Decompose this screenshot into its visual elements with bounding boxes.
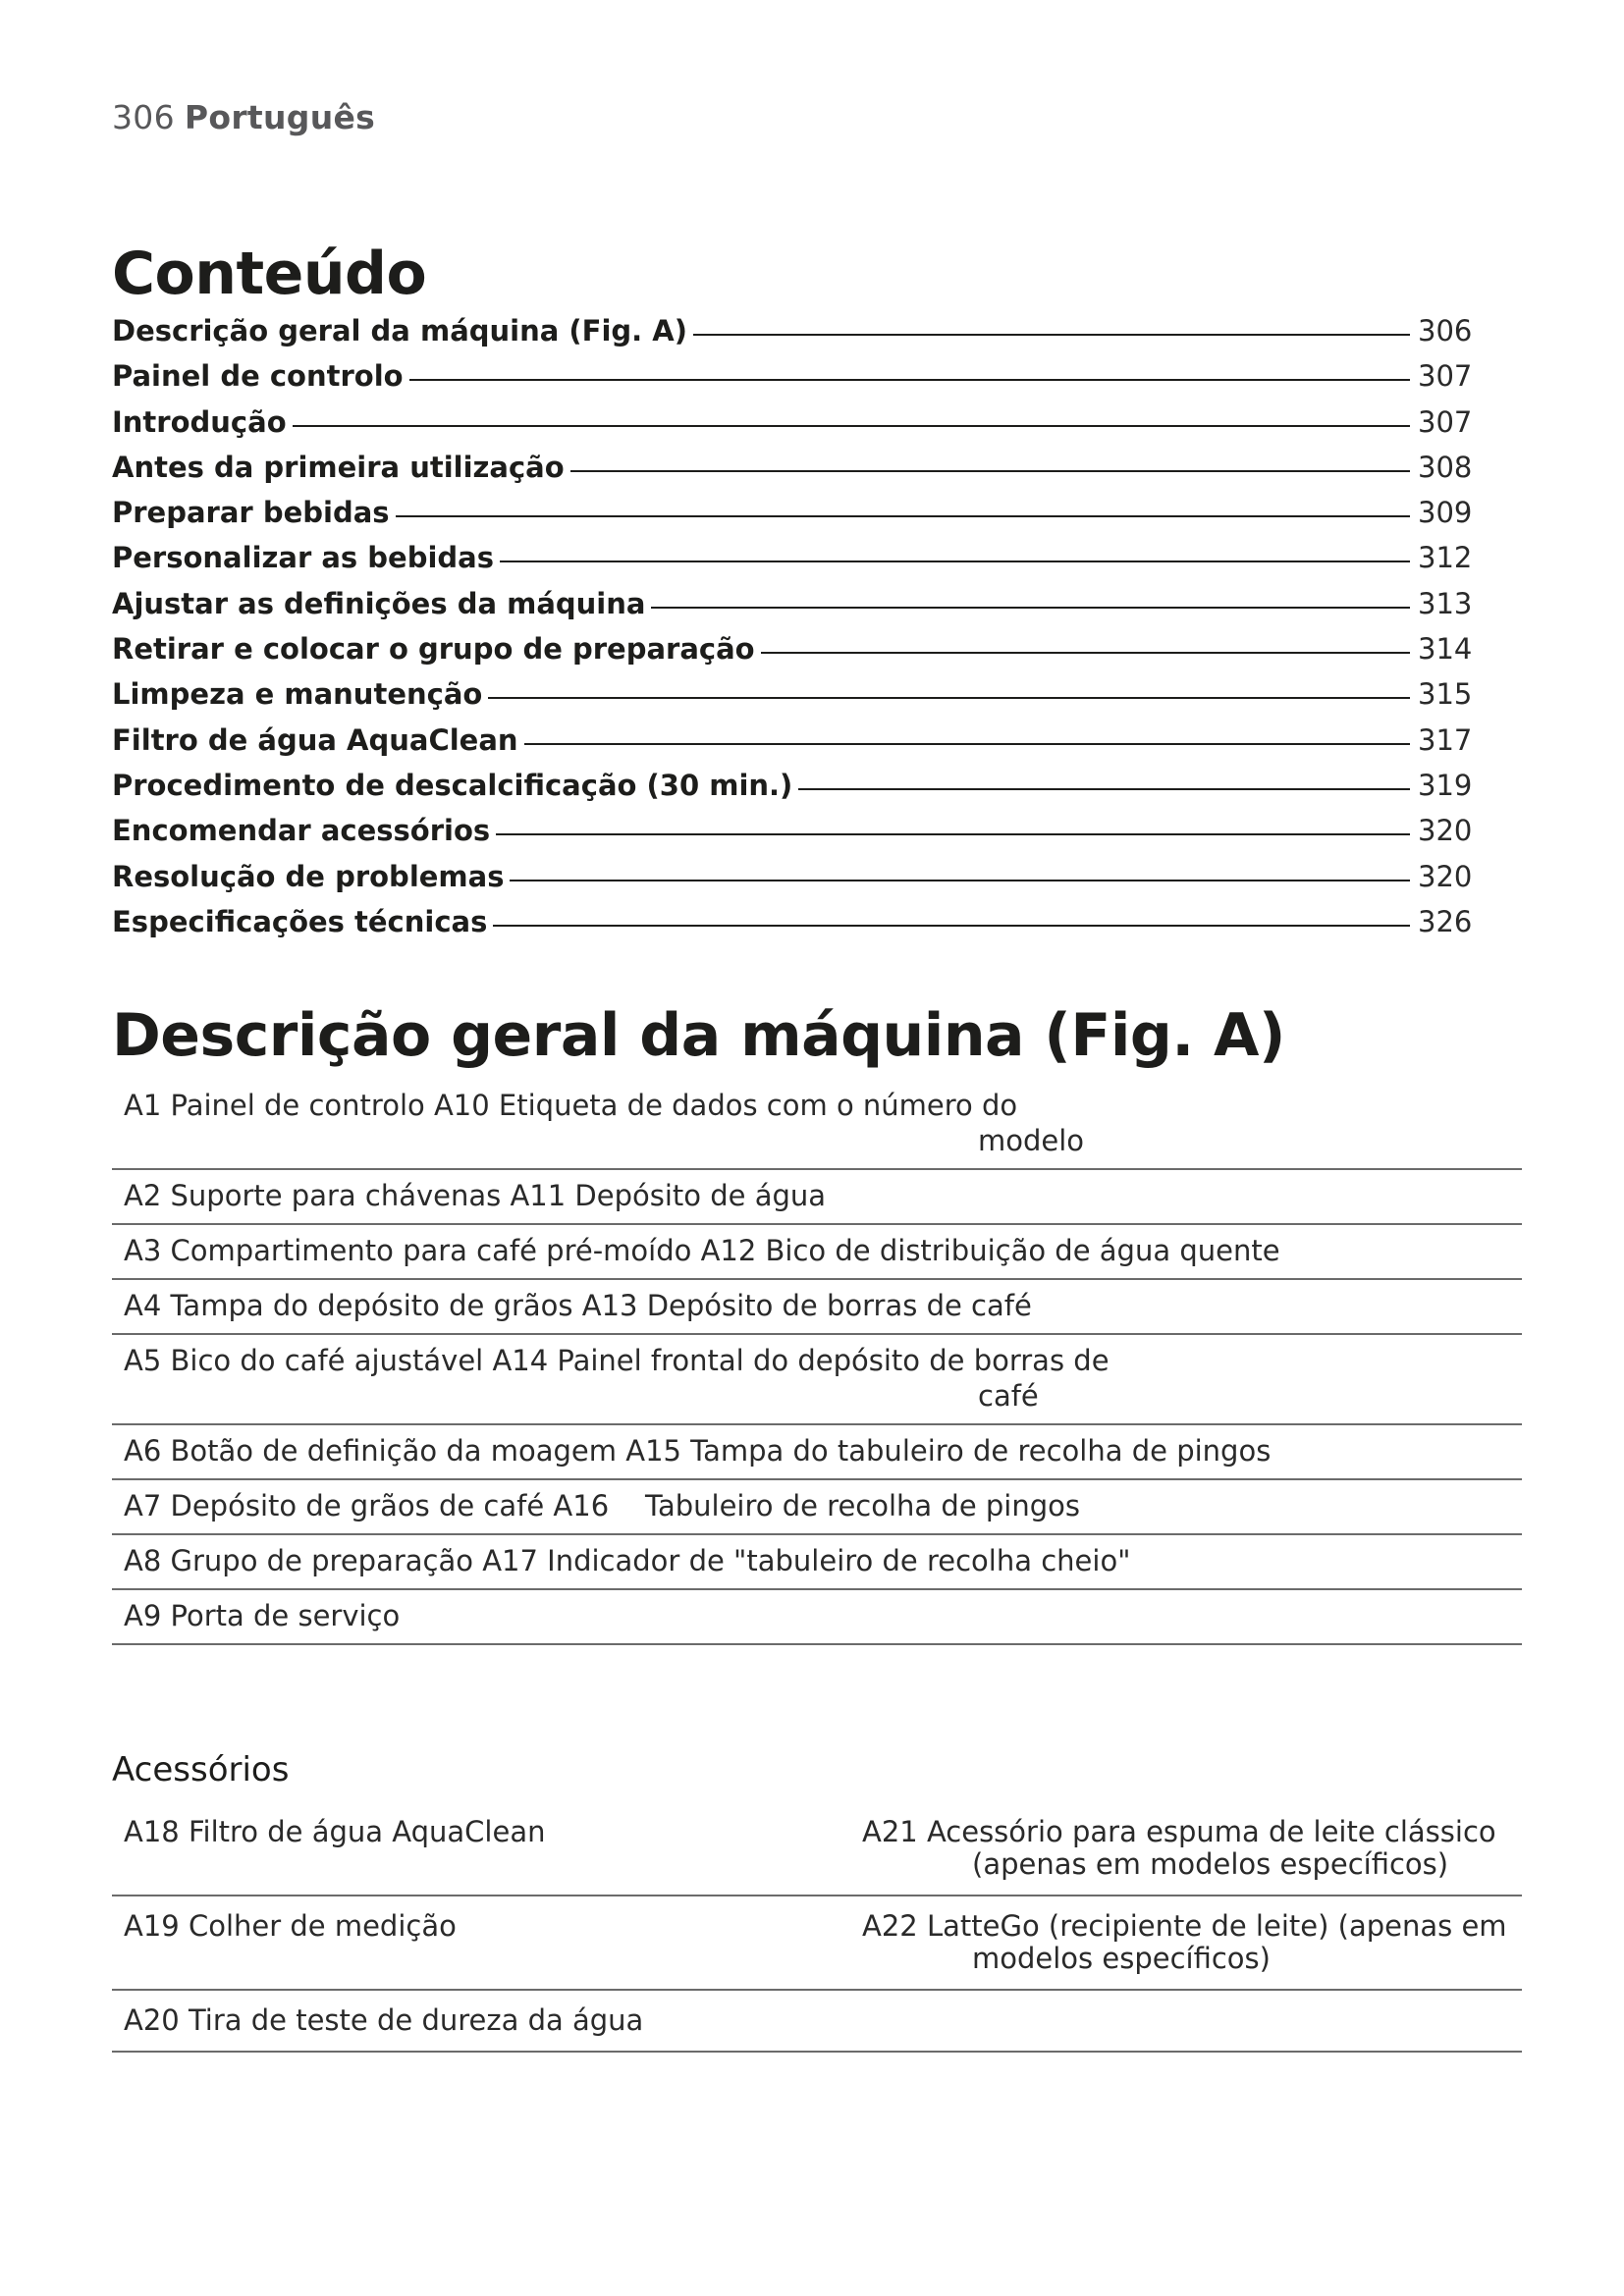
toc-entry-label: Introdução: [112, 404, 287, 439]
accessory-left: A18 Filtro de água AquaClean: [124, 1815, 546, 1848]
toc-entry-label: Painel de controlo: [112, 359, 404, 394]
part-row: [112, 1480, 1522, 1535]
toc-entry[interactable]: [112, 905, 1477, 950]
toc-entry-page: 317: [1418, 722, 1473, 757]
part-text: A2 Suporte para chávenas A11 Depósito de água: [124, 1179, 827, 1212]
part-text: A8 Grupo de preparação A17 Indicador de "tabuleiro de recolha cheio": [124, 1544, 1131, 1577]
toc-entry[interactable]: [112, 314, 1477, 359]
part-row: [112, 1170, 1522, 1225]
part-text: A3 Compartimento para café pré-moído A12 Bico de distribuição de água quente: [124, 1234, 1280, 1267]
toc-entry-label: Ajustar as definições da máquina: [112, 586, 646, 620]
toc-leader: [570, 470, 1410, 472]
toc-entry[interactable]: [112, 769, 1477, 814]
toc-entry-label: Limpeza e manutenção: [112, 677, 483, 712]
toc-entry-page: 315: [1418, 677, 1473, 712]
toc-entry-page: 309: [1418, 496, 1473, 530]
toc-leader: [761, 652, 1410, 654]
part-row: [112, 1280, 1522, 1335]
toc-entry-page: 307: [1418, 404, 1473, 439]
toc-leader: [524, 743, 1410, 745]
toc-entry[interactable]: [112, 405, 1477, 451]
toc-leader: [488, 697, 1410, 699]
part-text: A5 Bico do café ajustável A14 Painel frontal do depósito de borras de: [124, 1344, 1110, 1377]
toc-entry-page: 320: [1418, 859, 1473, 893]
toc-entry[interactable]: [112, 723, 1477, 769]
toc-leader: [651, 607, 1410, 609]
toc-entry[interactable]: [112, 814, 1477, 859]
part-row: [112, 1590, 1522, 1645]
toc-leader: [409, 379, 1410, 381]
accessory-right-text: A22 LatteGo (recipiente de leite) (apenas em: [862, 1909, 1507, 1943]
toc-leader: [510, 880, 1410, 881]
toc-entry-page: 307: [1418, 359, 1473, 394]
page-header: [112, 98, 375, 136]
toc-entry-label: Filtro de água AquaClean: [112, 722, 518, 757]
toc-leader: [396, 515, 1410, 517]
toc-entry-label: Personalizar as bebidas: [112, 541, 494, 575]
toc-entry-label: Resolução de problemas: [112, 859, 505, 893]
parts-list: [112, 1080, 1522, 1645]
toc-leader: [496, 833, 1410, 835]
accessories-title: Acessórios: [112, 1750, 290, 1789]
toc-entry-label: Antes da primeira utilização: [112, 450, 565, 484]
page-number: 306: [112, 98, 175, 136]
toc-entry-label: Preparar bebidas: [112, 496, 390, 530]
part-row: [112, 1425, 1522, 1480]
toc-entry[interactable]: [112, 860, 1477, 905]
part-text: A4 Tampa do depósito de grãos A13 Depósito de borras de café: [124, 1289, 1032, 1322]
part-text: A6 Botão de definição da moagem A15 Tampa do tabuleiro de recolha de pingos: [124, 1434, 1272, 1468]
accessory-right-continued: modelos específicos): [972, 1942, 1271, 1975]
accessory-left: A19 Colher de medição: [124, 1909, 457, 1943]
accessory-right: [862, 1910, 1510, 1975]
accessory-row: [112, 1896, 1522, 1991]
overview-title: Descrição geral da máquina (Fig. A): [112, 1001, 1285, 1070]
toc-leader: [493, 925, 1410, 927]
toc-entry-page: 319: [1418, 768, 1473, 802]
accessory-right-text: A21 Acessório para espuma de leite clássico: [862, 1815, 1496, 1848]
part-text: A7 Depósito de grãos de café A16 Tabuleiro de recolha de pingos: [124, 1489, 1080, 1522]
toc-entry-page: 312: [1418, 541, 1473, 575]
accessory-row: [112, 1802, 1522, 1896]
part-row: [112, 1080, 1522, 1170]
toc-entry[interactable]: [112, 359, 1477, 404]
accessory-row: [112, 1991, 1522, 2053]
accessory-left: A20 Tira de teste de dureza da água: [124, 2003, 644, 2037]
toc-entry[interactable]: [112, 541, 1477, 586]
toc-entry-page: 314: [1418, 632, 1473, 667]
accessory-right: [862, 2004, 1510, 2037]
accessory-right: [862, 1816, 1510, 1881]
toc-entry-label: Encomendar acessórios: [112, 814, 491, 848]
toc-entry-label: Procedimento de descalcificação (30 min.): [112, 768, 793, 802]
part-row: [112, 1335, 1522, 1425]
toc-leader: [693, 334, 1410, 336]
toc-entry[interactable]: [112, 451, 1477, 496]
part-text: A9 Porta de serviço: [124, 1599, 401, 1632]
part-row: [112, 1535, 1522, 1590]
toc-entry-page: 306: [1418, 314, 1473, 347]
part-text-continued: modelo: [978, 1124, 1085, 1157]
toc-entry[interactable]: [112, 632, 1477, 677]
part-text-continued: café: [978, 1379, 1039, 1413]
toc-entry-page: 326: [1418, 904, 1473, 938]
toc-title: Conteúdo: [112, 240, 427, 308]
part-row: [112, 1225, 1522, 1280]
part-text: A1 Painel de controlo A10 Etiqueta de dados com o número do: [124, 1089, 1018, 1122]
toc-entry-page: 308: [1418, 450, 1473, 484]
toc-entry-label: Especificações técnicas: [112, 904, 488, 938]
toc-leader: [500, 561, 1410, 562]
table-of-contents: [112, 314, 1477, 950]
header-language: Português: [184, 98, 376, 136]
toc-leader: [293, 425, 1410, 427]
accessory-right-continued: (apenas em modelos específicos): [972, 1847, 1449, 1881]
toc-entry-label: Retirar e colocar o grupo de preparação: [112, 632, 755, 667]
toc-entry-page: 313: [1418, 586, 1473, 620]
toc-entry-label: Descrição geral da máquina (Fig. A): [112, 314, 687, 347]
toc-leader: [798, 788, 1410, 790]
toc-entry-page: 320: [1418, 814, 1473, 848]
toc-entry[interactable]: [112, 496, 1477, 541]
accessories-list: [112, 1802, 1522, 2053]
toc-entry[interactable]: [112, 587, 1477, 632]
toc-entry[interactable]: [112, 677, 1477, 722]
